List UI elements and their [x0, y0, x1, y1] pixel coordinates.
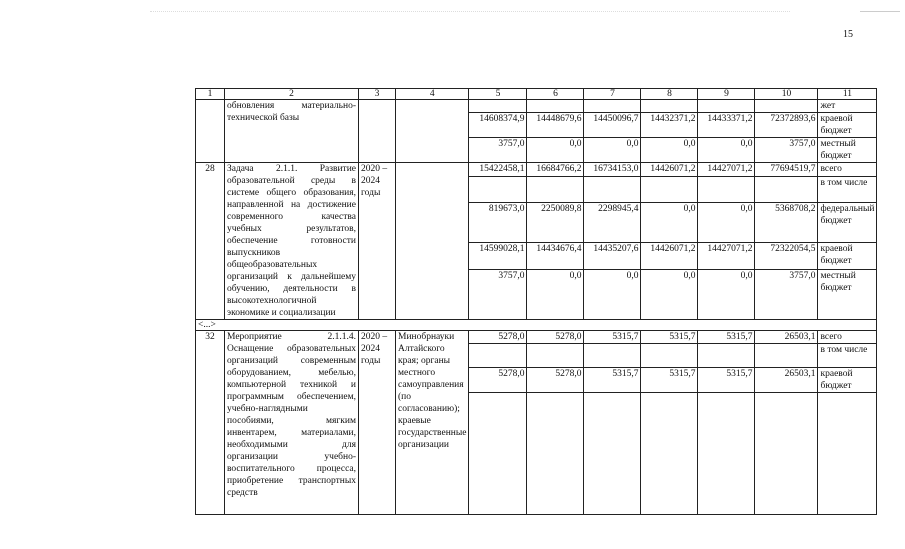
period-cell	[359, 100, 396, 163]
executor-cell	[396, 163, 469, 320]
header-cell: 7	[584, 89, 641, 100]
value-cell: 14432371,2	[641, 113, 698, 138]
value-cell	[755, 177, 818, 203]
value-cell: 0,0	[641, 269, 698, 319]
value-cell: 5315,7	[698, 368, 755, 393]
funding-source	[818, 393, 877, 515]
value-cell	[698, 344, 755, 368]
header-cell: 5	[469, 89, 527, 100]
value-cell: 3757,0	[755, 138, 818, 163]
period-cell: 2020 – 2024 годы	[359, 331, 396, 515]
funding-source: местный бюджет	[818, 269, 877, 319]
value-cell	[469, 100, 527, 113]
value-cell: 14426071,2	[641, 163, 698, 177]
value-cell: 26503,1	[755, 331, 818, 344]
value-cell: 5278,0	[469, 331, 527, 344]
ellipsis-cell: <...>	[196, 320, 877, 331]
row-number: 28	[196, 163, 225, 320]
value-cell: 5368708,2	[755, 203, 818, 242]
funding-source: в том числе	[818, 177, 877, 203]
value-cell: 14448679,6	[527, 113, 584, 138]
value-cell	[527, 344, 584, 368]
value-cell: 3757,0	[755, 269, 818, 319]
value-cell	[527, 177, 584, 203]
value-cell	[698, 100, 755, 113]
header-cell: 4	[396, 89, 469, 100]
header-cell: 6	[527, 89, 584, 100]
value-cell: 16684766,2	[527, 163, 584, 177]
value-cell: 0,0	[698, 203, 755, 242]
header-cell: 3	[359, 89, 396, 100]
value-cell: 5315,7	[698, 331, 755, 344]
value-cell	[755, 344, 818, 368]
value-cell: 26503,1	[755, 368, 818, 393]
value-cell: 5278,0	[469, 368, 527, 393]
value-cell	[584, 177, 641, 203]
value-cell: 5315,7	[641, 331, 698, 344]
funding-source: всего	[818, 331, 877, 344]
header-cell: 8	[641, 89, 698, 100]
scan-artifact	[150, 11, 790, 13]
value-cell: 0,0	[698, 269, 755, 319]
value-cell: 14426071,2	[641, 242, 698, 269]
value-cell: 0,0	[641, 203, 698, 242]
row-number	[196, 100, 225, 163]
executor-cell: Минобрнауки Алтайского края; органы местного самоуправления (по согласованию); краевые государственные организации	[396, 331, 469, 515]
funding-source: федеральный бюджет	[818, 203, 877, 242]
funding-source: в том числе	[818, 344, 877, 368]
value-cell: 16734153,0	[584, 163, 641, 177]
omitted-rows-marker	[196, 320, 877, 331]
value-cell: 14599028,1	[469, 242, 527, 269]
value-cell	[641, 100, 698, 113]
measure-description: Мероприятие 2.1.1.4. Оснащение образовательных организаций современным оборудованием, мебелью, компьютерной техникой и программным обеспечением, учебно-наглядными пособиями, мягким инвентарем, материалами, необходимыми для организации учебно-воспитательного процесса, приобретение транспортных средств	[225, 331, 359, 515]
value-cell: 14433371,2	[698, 113, 755, 138]
funding-source: краевой бюджет	[818, 113, 877, 138]
funding-source: местный бюджет	[818, 138, 877, 163]
row-number: 32	[196, 331, 225, 515]
page-number: 15	[843, 29, 853, 40]
value-cell	[584, 344, 641, 368]
value-cell: 819673,0	[469, 203, 527, 242]
value-cell	[527, 100, 584, 113]
value-cell	[469, 344, 527, 368]
header-cell: 10	[755, 89, 818, 100]
value-cell	[641, 177, 698, 203]
value-cell: 14434676,4	[527, 242, 584, 269]
scan-artifact	[860, 11, 900, 13]
value-cell	[641, 393, 698, 515]
value-cell	[469, 177, 527, 203]
value-cell: 14427071,2	[698, 163, 755, 177]
value-cell: 14435207,6	[584, 242, 641, 269]
value-cell: 0,0	[584, 269, 641, 319]
value-cell	[755, 100, 818, 113]
value-cell	[527, 393, 584, 515]
table-row	[196, 163, 877, 177]
activity-description: обновления материально-технической базы	[225, 100, 359, 163]
value-cell	[584, 100, 641, 113]
value-cell: 5315,7	[584, 331, 641, 344]
value-cell: 0,0	[527, 269, 584, 319]
header-cell: 2	[225, 89, 359, 100]
header-cell: 9	[698, 89, 755, 100]
value-cell: 3757,0	[469, 138, 527, 163]
value-cell	[584, 393, 641, 515]
value-cell	[698, 177, 755, 203]
value-cell: 14450096,7	[584, 113, 641, 138]
value-cell	[755, 393, 818, 515]
value-cell	[469, 393, 527, 515]
executor-cell	[396, 100, 469, 163]
value-cell: 3757,0	[469, 269, 527, 319]
value-cell: 0,0	[584, 138, 641, 163]
header-cell: 11	[818, 89, 877, 100]
value-cell: 5315,7	[584, 368, 641, 393]
value-cell: 14427071,2	[698, 242, 755, 269]
value-cell: 5278,0	[527, 368, 584, 393]
header-row	[196, 89, 877, 100]
value-cell: 72322054,5	[755, 242, 818, 269]
task-description: Задача 2.1.1. Развитие образовательной среды в системе общего образования, направленной на достижение современного качества учебных результатов, обеспечение готовности выпускников общеобразовательных организаций к дальнейшему обучению, деятельности в высокотехнологичной экономике и социализации	[225, 163, 359, 320]
value-cell: 72372893,6	[755, 113, 818, 138]
value-cell: 2250089,8	[527, 203, 584, 242]
value-cell: 77694519,7	[755, 163, 818, 177]
value-cell: 2298945,4	[584, 203, 641, 242]
value-cell	[698, 393, 755, 515]
value-cell: 0,0	[698, 138, 755, 163]
value-cell: 15422458,1	[469, 163, 527, 177]
table-row	[196, 100, 877, 113]
value-cell: 0,0	[527, 138, 584, 163]
funding-source: краевой бюджет	[818, 242, 877, 269]
value-cell: 5278,0	[527, 331, 584, 344]
header-cell: 1	[196, 89, 225, 100]
funding-source: краевой бюджет	[818, 368, 877, 393]
period-cell: 2020 – 2024 годы	[359, 163, 396, 320]
table-row	[196, 331, 877, 344]
value-cell	[641, 344, 698, 368]
value-cell: 5315,7	[641, 368, 698, 393]
value-cell: 0,0	[641, 138, 698, 163]
funding-source: жет	[818, 100, 877, 113]
funding-source: всего	[818, 163, 877, 177]
value-cell: 14608374,9	[469, 113, 527, 138]
program-table	[195, 88, 877, 515]
